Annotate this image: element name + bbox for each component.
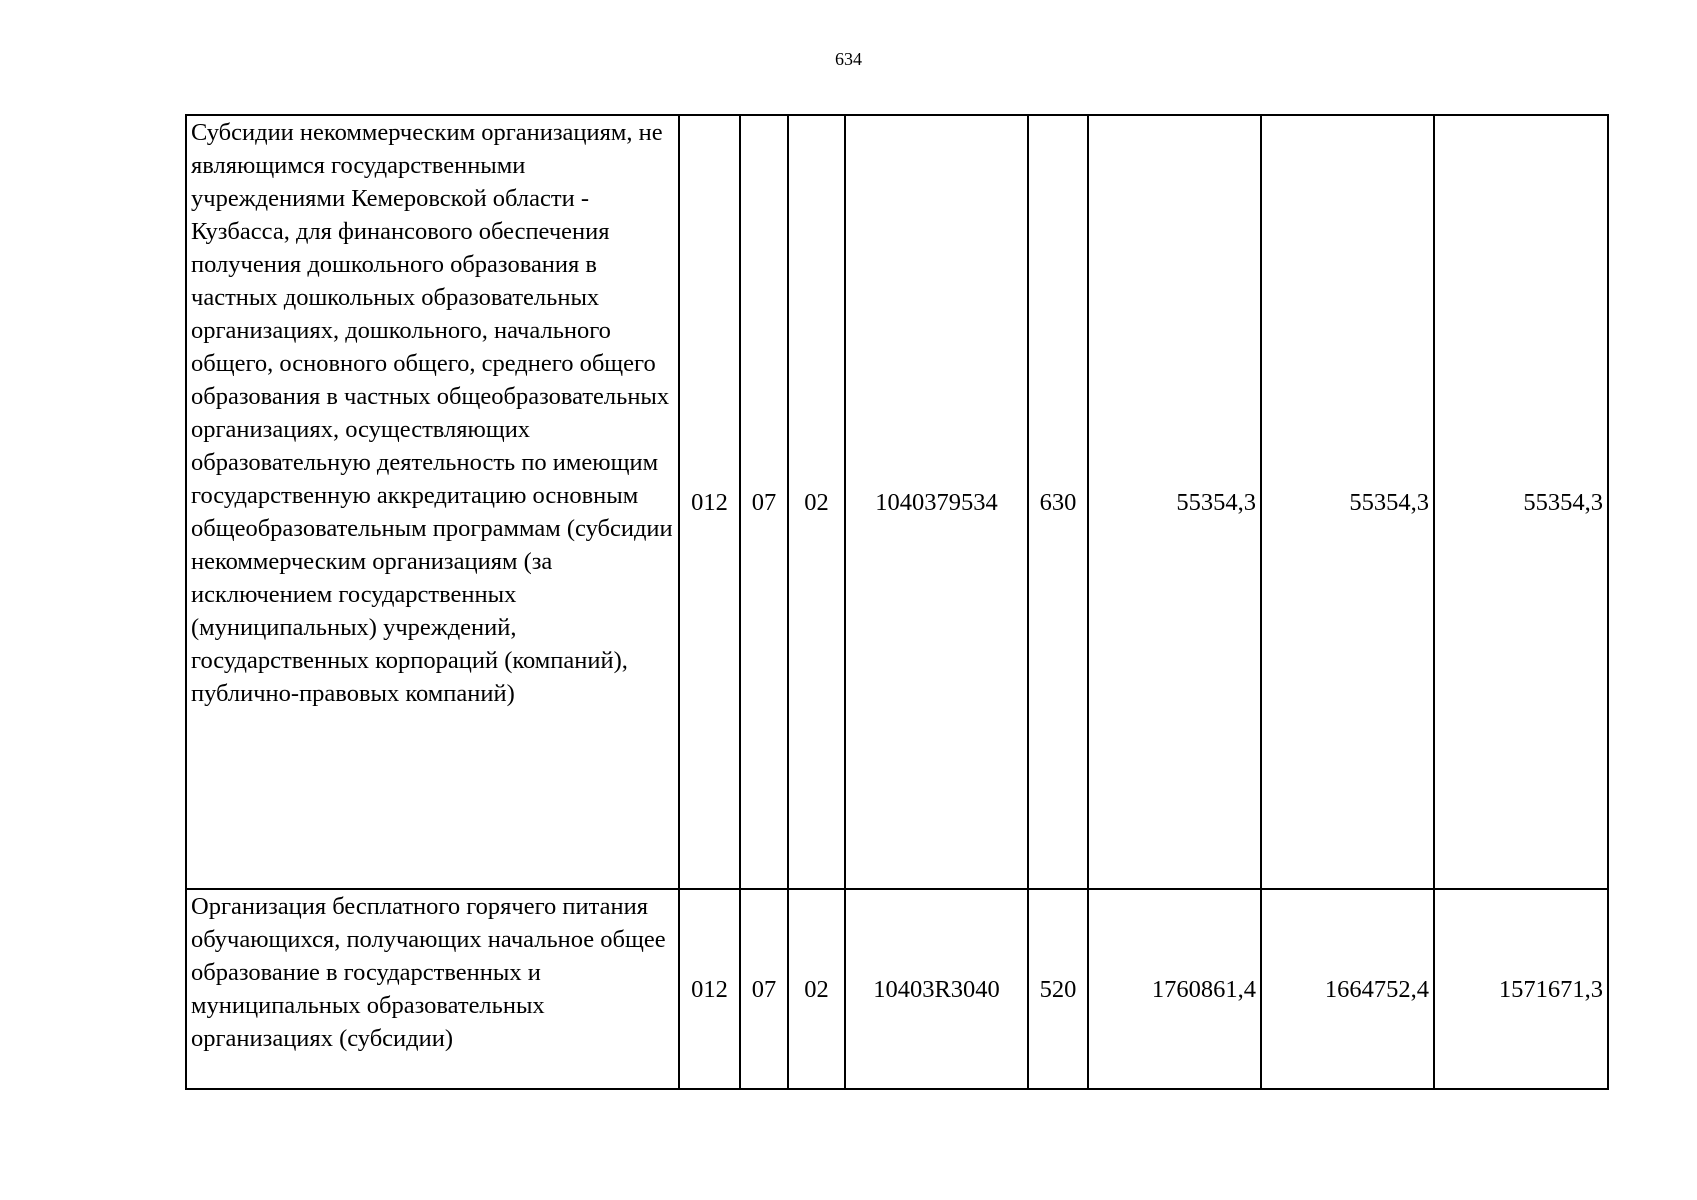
target-article-code: 1040379534 xyxy=(845,115,1028,889)
row-description: Субсидии некоммерческим организациям, не являющимся государственными учреждениями Кемеровской области - Кузбасса, для финансового обеспечения получения дошкольного образования в частных дошкольных образовательных организациях, дошкольного, начального общего, основного общего, среднего общего образования в частных общеобразовательных организациях, осуществляющих образовательную деятельность по имеющим государственную аккредитацию основным общеобразовательным программам (субсидии некоммерческим организациям (за исключением государственных (муниципальных) учреждений, государственных корпораций (компаний), публично-правовых компаний) xyxy=(186,115,679,889)
ministry-code: 012 xyxy=(679,115,740,889)
row-description: Организация бесплатного горячего питания обучающихся, получающих начальное общее образование в государственных и муниципальных образовательных организациях (субсидии) xyxy=(186,889,679,1089)
section-code: 07 xyxy=(740,115,788,889)
expense-type-code: 630 xyxy=(1028,115,1088,889)
table-row xyxy=(186,115,1608,889)
section-code: 07 xyxy=(740,889,788,1089)
amount-cell: 1664752,4 xyxy=(1261,889,1434,1089)
expense-type-code: 520 xyxy=(1028,889,1088,1089)
subsection-code: 02 xyxy=(788,889,845,1089)
amount-cell: 1760861,4 xyxy=(1088,889,1261,1089)
target-article-code: 10403R3040 xyxy=(845,889,1028,1089)
amount-cell: 1571671,3 xyxy=(1434,889,1608,1089)
ministry-code: 012 xyxy=(679,889,740,1089)
amount-cell: 55354,3 xyxy=(1261,115,1434,889)
budget-table xyxy=(185,114,1609,1090)
table-row xyxy=(186,889,1608,1089)
subsection-code: 02 xyxy=(788,115,845,889)
amount-cell: 55354,3 xyxy=(1088,115,1261,889)
amount-cell: 55354,3 xyxy=(1434,115,1608,889)
page-number: 634 xyxy=(835,49,862,69)
